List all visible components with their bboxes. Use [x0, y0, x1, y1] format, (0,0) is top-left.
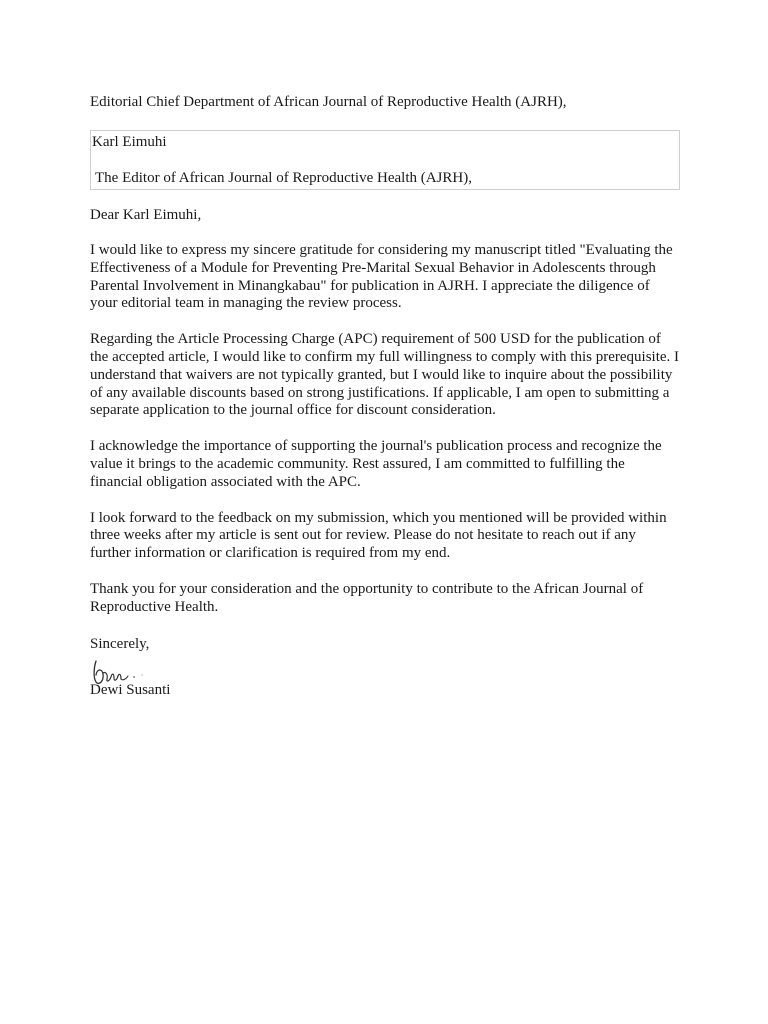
- closing: Sincerely,: [90, 635, 150, 652]
- salutation: Dear Karl Eimuhi,: [90, 207, 202, 223]
- signer-name: Dewi Susanti: [90, 681, 171, 698]
- address-box: [90, 130, 680, 190]
- paragraph-thanks: Thank you for your consideration and the opportunity to contribute to the African Journal of Reproductive Health.: [90, 580, 644, 615]
- recipient-title: The Editor of African Journal of Reproductive Health (AJRH),: [95, 170, 472, 186]
- letter-page: [90, 92, 680, 699]
- paragraph-support: I acknowledge the importance of supporting the journal's publication process and recognize the value it brings to the academic community. Rest assured, I am committed to fulfilling the financial obligation associated with the APC.: [90, 438, 662, 490]
- paragraph-feedback: I look forward to the feedback on my submission, which you mentioned will be provided within three weeks after my article is sent out for review. Please do not hesitate to reach out if any further information or clarification is required from my end.: [90, 509, 667, 562]
- paragraph-gratitude: I would like to express my sincere gratitude for considering my manuscript titled "Evaluating the Effectiveness of a Module for Preventing Pre-Marital Sexual Behavior in Adolescents through Parental Involvement in Minangkabau" for publication in AJRH. I appreciate the diligence of your editorial team in managing the review process.: [90, 242, 673, 312]
- paragraph-apc: Regarding the Article Processing Charge (APC) requirement of 500 USD for the publication of the accepted article, I would like to confirm my full willingness to comply with this prerequisite. I understand that waivers are not typically granted, but I would like to inquire about the possibility of any available discounts based on strong justifications. If applicable, I am open to submitting a separate application to the journal office for discount consideration.: [90, 331, 680, 419]
- recipient-name: Karl Eimuhi: [92, 134, 167, 150]
- recipient-heading: Editorial Chief Department of African Journal of Reproductive Health (AJRH),: [90, 94, 567, 110]
